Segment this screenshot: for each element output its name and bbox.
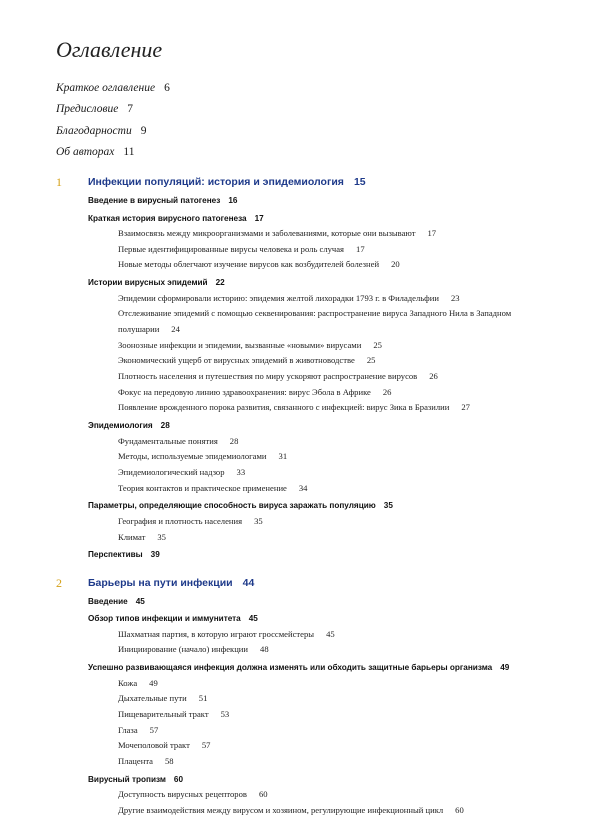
page-number: 28 (229, 435, 239, 446)
page-number: 57 (201, 740, 211, 751)
front-matter-item[interactable] (56, 121, 170, 142)
spacer (0, 819, 600, 821)
subsection-entry[interactable] (0, 291, 600, 307)
subsection-title: Дыхательные пути (118, 693, 187, 704)
subsection-entry[interactable] (0, 627, 600, 643)
section-entry[interactable] (0, 211, 600, 227)
subsection-entry[interactable] (0, 400, 600, 416)
page-number: 28 (160, 421, 170, 431)
front-matter-item[interactable] (56, 142, 170, 163)
section-title: Вирусный тропизм (88, 774, 166, 784)
section-entry[interactable] (0, 547, 600, 563)
subsection-entry[interactable] (0, 353, 600, 369)
front-matter-list (56, 78, 170, 163)
section-entry[interactable] (0, 594, 600, 610)
page-number: 22 (215, 278, 225, 288)
page-number: 20 (391, 259, 400, 270)
page-number: 58 (165, 756, 174, 767)
subsection-entry[interactable] (0, 676, 600, 692)
page-number: 49 (500, 663, 510, 673)
page-number: 17 (356, 243, 365, 254)
chapter-heading[interactable] (0, 174, 600, 191)
page-number: 35 (254, 515, 263, 526)
subsection-title: Глаза (118, 724, 138, 735)
section-title: Истории вирусных эпидемий (88, 278, 208, 288)
section-title: Перспективы (88, 550, 143, 560)
subsection-title: Методы, используемые эпидемиологами (118, 451, 267, 462)
subsection-entry[interactable] (0, 514, 600, 530)
page-number: 45 (326, 628, 335, 639)
subsection-entry[interactable] (0, 530, 600, 546)
subsection-title: Кожа (118, 677, 138, 688)
page-number: 39 (150, 550, 160, 560)
subsection-entry[interactable] (0, 306, 600, 337)
chapter-number: 2 (56, 575, 62, 590)
front-matter-label: Краткое оглавление (56, 82, 156, 94)
subsection-entry[interactable] (0, 754, 600, 770)
chapter-title-text: Барьеры на пути инфекции (88, 576, 233, 589)
section-entry[interactable] (0, 611, 600, 627)
subsection-title: Первые идентифицированные вирусы человека и роль случая (118, 243, 345, 254)
page-number: 60 (455, 804, 464, 815)
front-matter-item[interactable] (56, 78, 170, 99)
page-number: 17 (427, 228, 437, 238)
subsection-entry[interactable] (0, 338, 600, 354)
subsection-title: Инициирование (начало) инфекции (118, 644, 249, 655)
front-matter-label: Предисловие (56, 103, 119, 116)
subsection-entry[interactable] (0, 707, 600, 723)
subsection-entry[interactable] (0, 691, 600, 707)
subsection-entry[interactable] (0, 481, 600, 497)
subsection-title: Пищеварительный тракт (118, 708, 209, 719)
subsection-title: Взаимосвязь между микроорганизмами и заболеваниями, которые они вызывают (118, 228, 416, 238)
front-matter-label: Благодарности (56, 124, 132, 137)
page-number: 35 (157, 531, 166, 542)
subsection-title: Плацента (118, 756, 153, 767)
subsection-title: Эпидемиологический надзор (118, 466, 225, 477)
page-number: 25 (373, 339, 382, 350)
subsection-title: Появление врожденного порока развития, связанного с инфекцией: вирус Зика в Бразилии (118, 402, 450, 413)
front-matter-label: Об авторах (56, 145, 115, 158)
page-number: 57 (149, 724, 159, 735)
page-number: 31 (278, 451, 288, 462)
subsection-title: География и плотность населения (118, 515, 243, 526)
chapter-title (88, 174, 366, 191)
subsection-title: Экономический ущерб от вирусных эпидемий в животноводстве (118, 355, 355, 366)
section-entry[interactable] (0, 498, 600, 514)
section-title: Параметры, определяющие способность вируса заражать популяцию (88, 501, 376, 511)
section-entry[interactable] (0, 660, 600, 676)
subsection-entry[interactable] (0, 787, 600, 803)
front-matter-item[interactable] (56, 99, 170, 120)
section-title: Эпидемиология (88, 421, 153, 431)
subsection-entry[interactable] (0, 369, 600, 385)
subsection-entry[interactable] (0, 242, 600, 258)
page-number: 17 (254, 213, 264, 223)
subsection-entry[interactable] (0, 385, 600, 401)
subsection-title: Фундаментальные понятия (118, 435, 218, 446)
chapter-gap (0, 565, 600, 575)
chapters-list (0, 174, 600, 821)
chapter (0, 575, 600, 821)
subsection-title: Новые методы облегчают изучение вирусов как возбудителей болезней (118, 259, 380, 270)
chapter-heading[interactable] (0, 575, 600, 592)
subsection-entry[interactable] (0, 449, 600, 465)
page-number: 44 (242, 576, 255, 589)
section-title: Введение (88, 596, 128, 606)
section-entry[interactable] (0, 193, 600, 209)
page-number: 45 (248, 614, 258, 624)
subsection-entry[interactable] (0, 465, 600, 481)
page-number: 51 (198, 693, 208, 704)
section-entry[interactable] (0, 275, 600, 291)
page-number: 48 (260, 644, 269, 655)
section-entry[interactable] (0, 772, 600, 788)
page-number: 49 (149, 677, 158, 688)
subsection-title: Другие взаимодействия между вирусом и хозяином, регулирующие инфекционный цикл (118, 804, 444, 815)
page-number: 7 (127, 103, 134, 116)
subsection-title: Шахматная партия, в которую играют гроссмейстеры (118, 628, 315, 639)
subsection-title: Зоонозные инфекции и эпидемии, вызванные «новыми» вирусами (118, 339, 362, 350)
subsection-title: Доступность вирусных рецепторов (118, 789, 247, 800)
section-title: Успешно развивающаяся инфекция должна изменять или обходить защитные барьеры организма (88, 663, 493, 673)
page-number: 26 (429, 371, 438, 382)
subsection-entry[interactable] (0, 226, 600, 242)
page-number: 26 (382, 386, 392, 397)
chapter-title (88, 575, 254, 592)
page-number: 45 (135, 596, 145, 606)
subsection-entry[interactable] (0, 738, 600, 754)
chapter-number: 1 (56, 175, 62, 189)
page-number: 25 (366, 355, 376, 366)
page-number: 35 (383, 501, 393, 511)
page-number: 34 (298, 482, 308, 493)
page-number: 11 (123, 145, 135, 158)
section-title: Обзор типов инфекции и иммунитета (88, 614, 241, 624)
chapter-title-text: Инфекции популяций: история и эпидемиология (88, 176, 344, 188)
subsection-entry[interactable] (0, 434, 600, 450)
subsection-title: Теория контактов и практическое применение (118, 482, 287, 493)
subsection-entry[interactable] (0, 257, 600, 273)
page-number: 27 (461, 402, 470, 413)
subsection-title: Фокус на передовую линию здравоохранения: вирус Эбола в Африке (118, 386, 371, 397)
subsection-title: Мочеполовой тракт (118, 740, 190, 751)
page-number: 60 (173, 774, 184, 784)
section-title: Краткая история вирусного патогенеза (88, 213, 247, 223)
page-number: 15 (353, 176, 366, 188)
section-title: Введение в вирусный патогенез (88, 196, 221, 205)
page-title: Оглавление (56, 36, 163, 62)
page-number: 33 (236, 466, 246, 477)
page-number: 60 (258, 789, 268, 800)
section-entry[interactable] (0, 418, 600, 434)
subsection-title: Климат (118, 531, 146, 542)
chapter (0, 174, 600, 565)
subsection-title: Эпидемии сформировали историю: эпидемия желтой лихорадки 1793 г. в Филадельфии (118, 292, 439, 303)
page-number: 9 (140, 124, 147, 137)
page-number: 53 (220, 708, 230, 719)
spacer (0, 563, 600, 565)
page-number: 6 (164, 82, 170, 94)
page-number: 24 (171, 323, 180, 334)
page-number: 16 (228, 196, 238, 205)
subsection-title: Плотность населения и путешествия по миру ускоряют распространение вирусов (118, 371, 418, 382)
subsection-entry[interactable] (0, 642, 600, 658)
page-number: 23 (450, 292, 460, 303)
subsection-entry[interactable] (0, 803, 600, 819)
subsection-title: Отслеживание эпидемий с помощью секвенирования: распространение вируса Западного Нила в Западном полушарии (118, 308, 512, 334)
subsection-entry[interactable] (0, 723, 600, 739)
